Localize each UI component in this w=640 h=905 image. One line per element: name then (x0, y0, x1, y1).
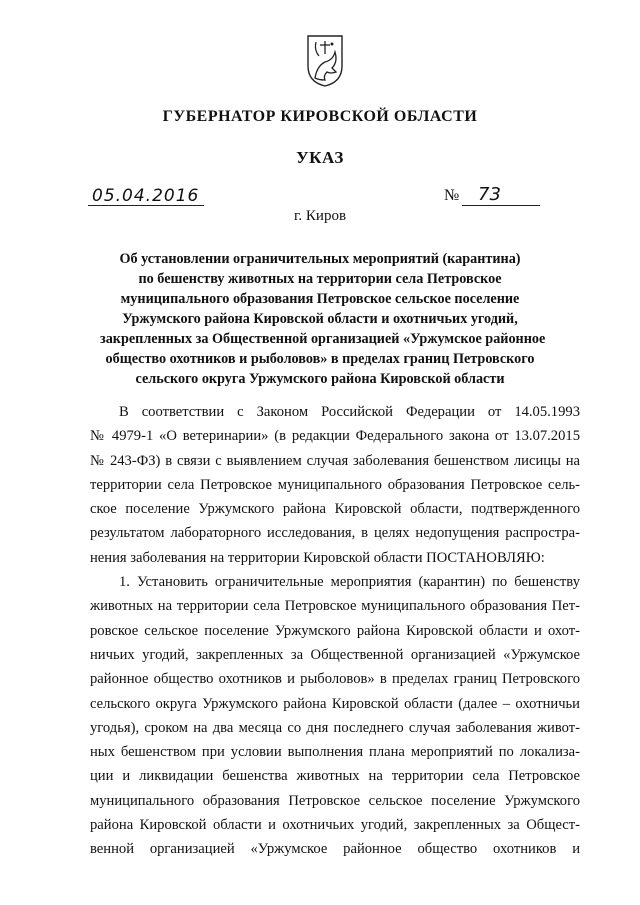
body-line: угодья), сроком на два месяца со дня последнего случая заболевания живот- (90, 719, 580, 736)
body-line: ции и ликвидации бешенства животных на территории села Петровское (90, 768, 580, 785)
body-line: муниципального образования Петровское сельское поселение Уржумского (90, 792, 580, 809)
body-line: нения заболевания на территории Кировской области ПОСТАНОВЛЯЮ: (90, 549, 545, 566)
title-line: муниципального образования Петровское сельское поселение (120, 291, 520, 307)
body-line: территории села Петровское муниципального образования Петровское сель- (90, 476, 580, 493)
body-line: венной организацией «Уржумское районное общество охотников и (90, 841, 580, 858)
document-title (100, 249, 546, 389)
body-line: районное общество охотников и рыболовов» в пределах границ Петровского (90, 671, 580, 688)
coat-of-arms-icon (305, 32, 345, 88)
document-body (90, 400, 580, 862)
body-line: 1. Установить ограничительные мероприятия (карантин) по бешенству (119, 574, 580, 591)
document-number: 73 (478, 184, 501, 205)
authority-title: ГУБЕРНАТОР КИРОВСКОЙ ОБЛАСТИ (162, 108, 478, 125)
document-city: г. Киров (293, 208, 347, 224)
number-underline (462, 205, 540, 206)
body-line: ское поселение Уржумского района Кировской области, подтвержденного (90, 501, 580, 518)
title-line: по бешенству животных на территории села Петровское (138, 271, 502, 287)
body-line: района Кировской области и охотничьих угодий, закрепленных за Общест- (90, 817, 580, 834)
body-line: результатом лабораторного исследования, в целях недопущения распростра- (90, 525, 580, 542)
body-line: ровское сельское поселение Уржумского района Кировской области и охот- (90, 622, 580, 639)
body-line: № 243-ФЗ) в связи с выявлением случая заболевания бешенством лисицы на (90, 452, 580, 469)
body-line: сельского округа Уржумского района Кировской области (далее – охотничьи (90, 695, 580, 712)
number-sign: № (444, 187, 460, 204)
document-type: УКАЗ (296, 148, 344, 167)
title-line: сельского округа Уржумского района Кировской области (135, 371, 505, 387)
title-line: Об установлении ограничительных мероприятий (карантина) (119, 251, 521, 267)
document-date: 05.04.2016 (92, 186, 200, 206)
body-line: ничьих угодий, закрепленных за Общественной организацией «Уржумское (90, 646, 580, 663)
title-line: Уржумского района Кировской области и охотничьих угодий, (122, 311, 518, 327)
title-line: закрепленных за Общественной организацией «Уржумское районное (100, 331, 546, 347)
body-line: В соответствии с Законом Российской Федерации от 14.05.1993 (119, 404, 580, 420)
body-line: животных на территории села Петровское муниципального образования Пет- (90, 598, 580, 615)
body-line: ных бешенством при условии выполнения плана мероприятий по локализа- (90, 744, 580, 761)
body-line: № 4979-1 «О ветеринарии» (в редакции Федерального закона от 13.07.2015 (90, 428, 580, 445)
date-underline (88, 205, 204, 206)
title-line: общество охотников и рыболовов» в пределах границ Петровского (105, 351, 535, 367)
